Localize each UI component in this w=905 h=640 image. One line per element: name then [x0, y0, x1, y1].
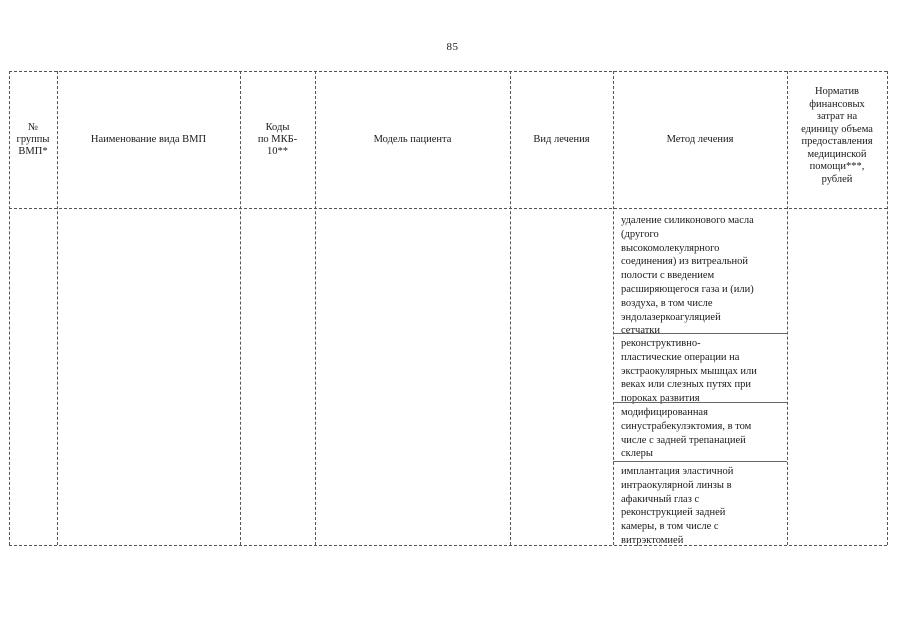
- entry-separator: [613, 461, 787, 462]
- header-financial-norm: Норматив финансовых затрат на единицу объема предоставления медицинской помощи***, рублей: [801, 86, 873, 185]
- entry-separator: [613, 333, 787, 334]
- method-entry: удаление силиконового масла (другого высокомолекулярного соединения) из витреальной полости с введением расширяющегося газа и (или) воздуха, в том числе эндолазеркоагуляцией сетчатки: [621, 215, 754, 337]
- page-number: 85: [446, 41, 459, 53]
- header-treatment-method: Метод лечения: [666, 134, 734, 145]
- table-top-border: [9, 71, 887, 72]
- header-treatment-type: Вид лечения: [533, 134, 590, 145]
- column-border: [887, 71, 888, 545]
- header-bottom-border: [9, 208, 887, 209]
- header-vmp-type: Наименование вида ВМП: [90, 134, 207, 145]
- method-entry: реконструктивно- пластические операции на экстраокулярных мышцах или веках или слезных путях при пороках развития: [621, 338, 757, 405]
- entry-separator: [613, 402, 787, 403]
- method-entry: имплантация эластичной интраокулярной линзы в афакичный глаз с реконструкцией задней камеры, в том числе с витрэктомией: [621, 466, 734, 546]
- header-patient-model: Модель пациента: [373, 134, 452, 145]
- header-group-number: № группы ВМП*: [16, 122, 50, 157]
- method-entry: модифицированная синустрабекулэктомия, в том числе с задней трепанацией склеры: [621, 407, 752, 460]
- column-border: [787, 71, 788, 545]
- header-icd-codes: Коды по МКБ- 10**: [257, 122, 298, 157]
